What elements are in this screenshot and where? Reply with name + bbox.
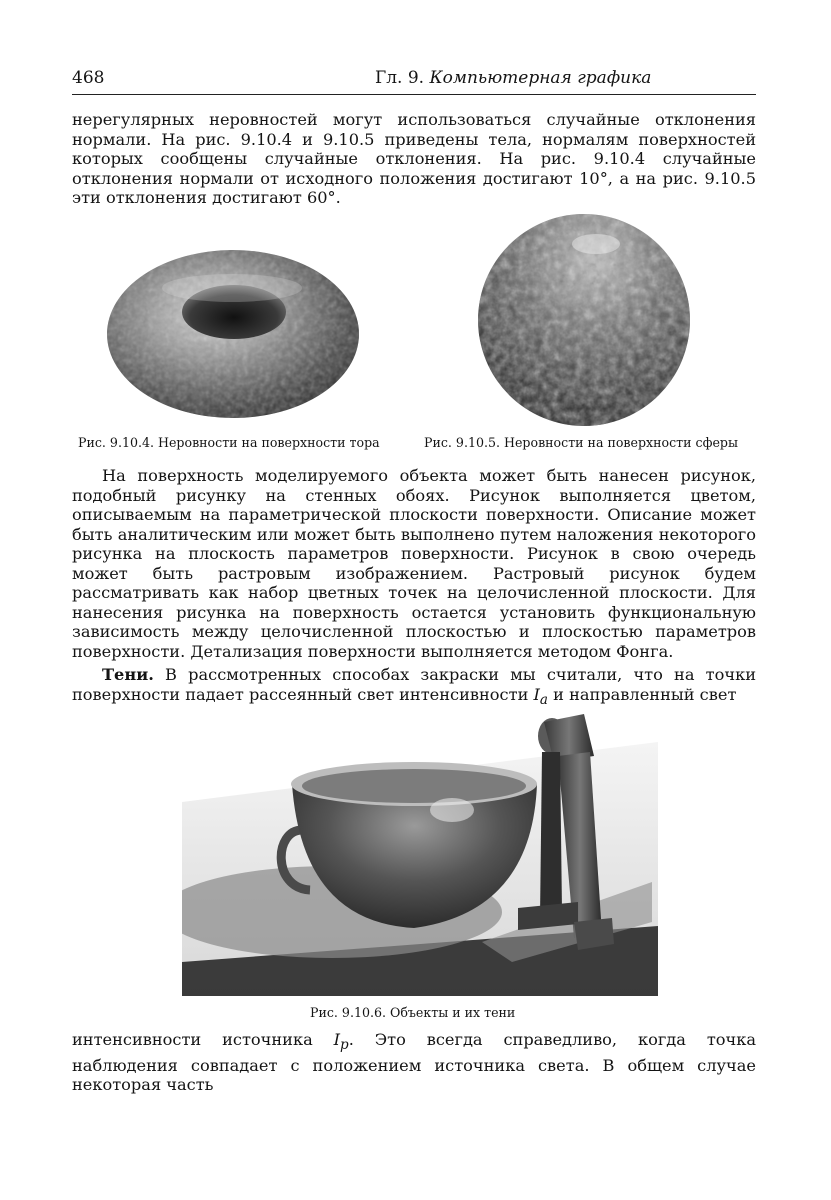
chapter-heading [375, 68, 651, 88]
chapter-prefix: Гл. 9. [375, 68, 430, 88]
paragraph-3 [72, 665, 756, 710]
symbol-i-a: I [533, 684, 540, 704]
paragraph-1 [72, 110, 756, 208]
caption-fig-9-10-6: Рис. 9.10.6. Объекты и их тени [310, 1005, 516, 1020]
symbol-i-p: I [333, 1030, 341, 1049]
paragraph-4-text-a: интенсивности источника [72, 1030, 334, 1049]
paragraph-2-text: На поверхность моделируемого объекта может быть нанесен рисунок, подобный рисунку на стенных обоях. Рисунок выполняется цветом, описываемым на параметрической плоскости поверхности. Описание может быть аналитическим или может быть выполнено путем наложения некоторого рисунка на плоскость параметров поверхности. Рисунок в свою очередь может быть растровым изображением. Растровый рисунок будем рассматривать как набор цветных точек на целочисленной плоскости. Для нанесения рисунка на поверхность остается установить функциональную зависимость между целочисленной плоскостью и плоскостью параметров поверхности. Детализация поверхности выполняется методом Фонга. [72, 466, 756, 661]
section-lead-shadows: Тени. [102, 665, 154, 684]
page-number: 468 [72, 68, 105, 88]
symbol-i-a-subscript: a [539, 691, 548, 708]
paragraph-4 [72, 1030, 756, 1095]
paragraph-1-text: нерегулярных неровностей могут использоваться случайные отклонения нормали. На рис. 9.10.4 и 9.10.5 приведены тела, нормалям поверхностей которых сообщены случайные отклонения. На рис. 9.10.4 случайные отклонения нормали от исходного положения достигают 10°, а на рис. 9.10.5 эти отклонения достигают 60°. [72, 110, 756, 207]
caption-fig-9-10-5: Рис. 9.10.5. Неровности на поверхности сферы [424, 435, 738, 450]
shadows-figure [182, 712, 658, 996]
paragraph-2 [72, 466, 756, 661]
paragraph-3-text-a: В рассмотренных способах закраски мы считали, что на точки поверхности падает рассеянный свет интенсивности [72, 665, 756, 704]
paragraph-3-text-b: и направленный свет [547, 684, 737, 704]
header-rule [72, 94, 756, 95]
chapter-title: Компьютерная графика [429, 68, 652, 88]
torus-figure [104, 242, 362, 422]
caption-fig-9-10-4: Рис. 9.10.4. Неровности на поверхности тора [78, 435, 380, 450]
sphere-figure [476, 212, 692, 428]
symbol-i-p-subscript: p [340, 1037, 349, 1054]
running-header [72, 68, 756, 90]
paragraph-4-text-b: . Это всегда справедливо, когда точка наблюдения совпадает с положением источника света. В общем случае некоторая часть [72, 1030, 756, 1095]
